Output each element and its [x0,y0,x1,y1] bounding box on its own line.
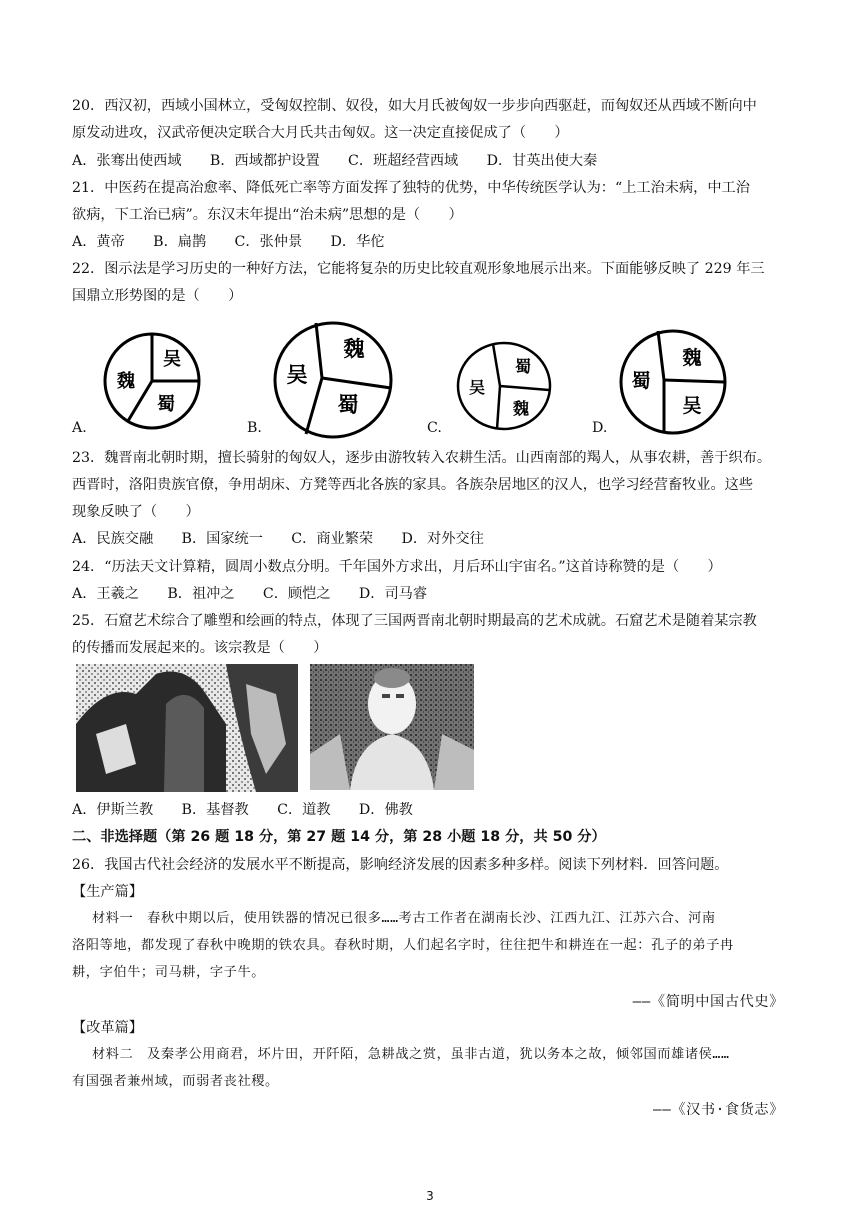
q26-material2-line2: 有国强者兼州域，而弱者丧社稷。 [72,1074,279,1089]
q26-part1-title: 【生产篇】 [72,884,143,900]
q20-stem-line2: 原发动进攻，汉武帝便决定联合大月氏共击匈奴。这一决定直接促成了（ ） [72,125,569,141]
pie-a-label-1: 吴 [163,349,181,370]
pie-d-label-2: 蜀 [631,370,651,392]
q26-part2-title: 【改革篇】 [72,1020,143,1036]
option-c-label: C. [427,420,442,436]
pie-b-label-2: 吴 [286,363,308,387]
q23-stem-line2: 西晋时，洛阳贵族官僚，争用胡床、方凳等西北各族的家具。各族杂居地区的汉人，也学习经营畜牧业。这些 [72,477,754,493]
pie-b-label-3: 蜀 [337,393,359,417]
pie-a [102,331,202,431]
option-a-label: A. [72,420,87,436]
q22-stem-line1: 22．图示法是学习历史的一种好方法，它能将复杂的历史比较直观形象地展示出来。下面能够反映了 229 年三 [72,261,765,277]
q21-options: A．黄帝 B．扁鹊 C．张仲景 D．华佗 [72,234,385,250]
q20-options: A．张骞出使西域 B．西域都护设置 C．班超经营西域 D．甘英出使大秦 [72,153,598,169]
pie-c [455,340,553,432]
option-d-label: D. [592,420,608,436]
q25-options: A．伊斯兰教 B．基督教 C．道教 D．佛教 [72,802,413,818]
q21-stem-line1: 21．中医药在提高治愈率、降低死亡率等方面发挥了独特的优势，中华传统医学认为：“上工治未病，中工治 [72,180,750,196]
q22-stem-line2: 国鼎立形势图的是（ ） [72,288,243,304]
q23-stem-line3: 现象反映了（ ） [72,504,200,520]
pie-d-label-1: 魏 [682,347,702,369]
pie-c-label-3: 魏 [512,399,530,418]
page-number: 3 [426,1189,434,1203]
pie-d-label-3: 吴 [682,395,702,417]
q26-material2-source: ——《汉书·食货志》 [653,1102,784,1118]
q26-material1-line3: 耕，字伯牛；司马耕，字子牛。 [72,965,266,980]
q25-stem-line1: 25．石窟艺术综合了雕塑和绘画的特点，体现了三国两晋南北朝时期最高的艺术成就。石窟艺术是随着某宗教 [72,613,757,629]
q26-material1-source: ——《简明中国古代史》 [632,994,784,1010]
q26-intro: 26．我国古代社会经济的发展水平不断提高，影响经济发展的因素多种多样。阅读下列材料．回答问题。 [72,857,729,873]
q24-stem-line1: 24．“历法天文计算精，圆周小数点分明。千年国外方求出，月后环山宇宙名。”这首诗称赞的是（ ） [72,559,722,575]
q26-material2-line1: 材料二 及秦孝公用商君，坏片田，开阡陌，急耕战之赏，虽非古道，犹以务本之故，倾邻国而雄诸侯…… [92,1047,730,1062]
pie-b [272,320,394,440]
q24-options: A．王羲之 B．祖冲之 C．顾恺之 D．司马睿 [72,586,428,602]
option-b-label: B. [247,420,262,436]
section-2-heading: 二、非选择题（第 26 题 18 分，第 27 题 14 分，第 28 小题 18 分，共 50 分） [72,829,606,845]
pie-c-label-1: 蜀 [514,357,532,376]
grotto-photo-left [76,664,298,792]
grotto-photo-right [310,664,474,790]
q23-options: A．民族交融 B．国家统一 C．商业繁荣 D．对外交往 [72,531,484,547]
pie-a-label-3: 蜀 [157,394,175,415]
q26-material1-line2: 洛阳等地，都发现了春秋中晚期的铁农具。春秋时期，人们起名字时，往往把牛和耕连在一起：孔子的弟子冉 [72,938,734,953]
q26-material1-line1: 材料一 春秋中期以后，使用铁器的情况已很多……考古工作者在湖南长沙、江西九江、江苏六合、河南 [92,911,716,926]
pie-c-label-2: 吴 [468,378,486,397]
pie-a-label-2: 魏 [117,371,135,392]
pie-d [618,328,728,436]
pie-b-label-1: 魏 [343,337,365,361]
q21-stem-line2: 欲病，下工治已病”。东汉末年提出“治未病”思想的是（ ） [72,207,463,223]
q23-stem-line1: 23．魏晋南北朝时期，擅长骑射的匈奴人，逐步由游牧转入农耕生活。山西南部的羯人，从事农耕，善于织布。 [72,450,772,466]
q25-stem-line2: 的传播而发展起来的。该宗教是（ ） [72,640,328,656]
q20-stem-line1: 20．西汉初，西域小国林立，受匈奴控制、奴役，如大月氏被匈奴一步步向西驱赶，而匈奴还从西域不断向中 [72,98,757,114]
